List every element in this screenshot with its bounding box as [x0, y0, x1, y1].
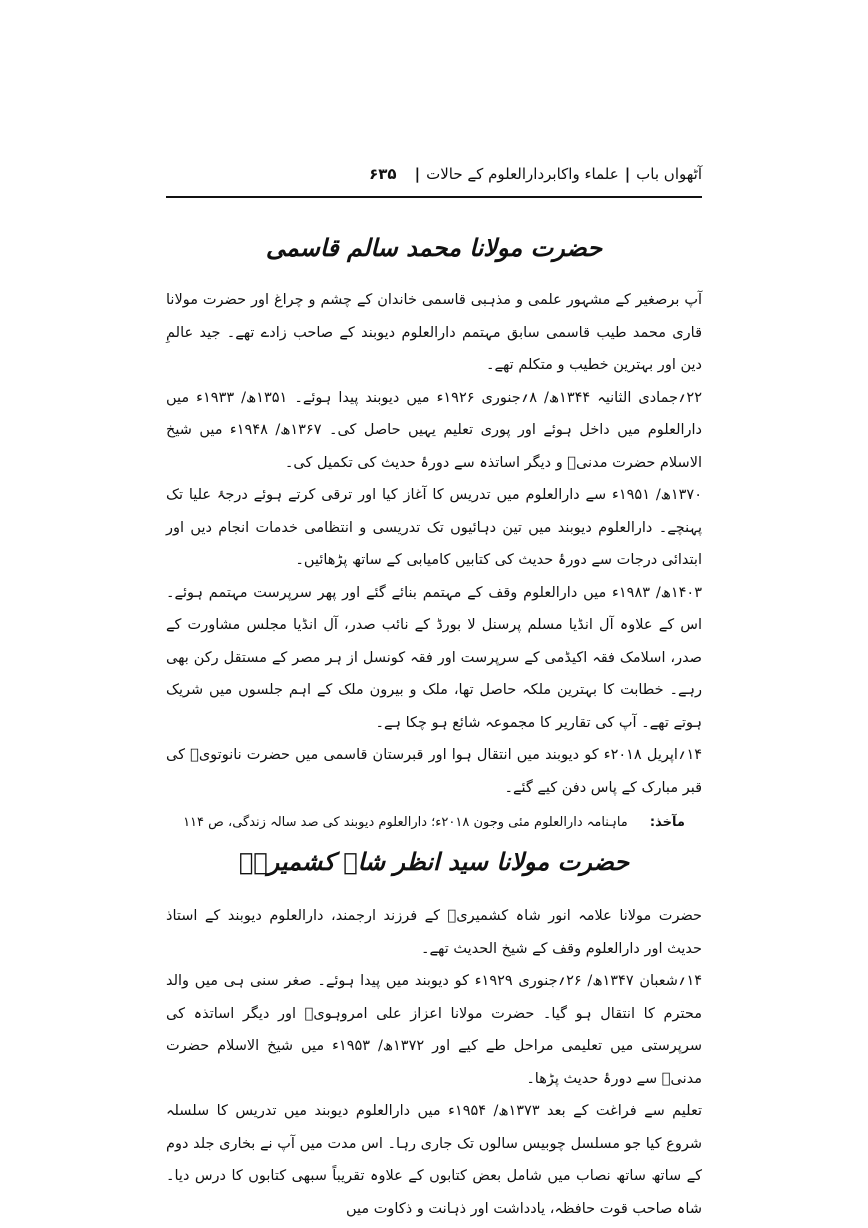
source-citation: [166, 808, 702, 838]
paragraph: ۱۴؍شعبان ۱۳۴۷ھ/ ۲۶؍جنوری ۱۹۲۹ء کو دیوبند میں پیدا ہوئے۔ صغر سنی ہی میں والد محترم کا انتقال ہو گیا۔ حضرت مولانا اعزاز علی امروہویؒ اور دیگر اساتذہ کی سرپرستی میں تعلیمی مراحل طے کیے اور ۱۳۷۲ھ/ ۱۹۵۳ء میں شیخ الاسلام حضرت مدنیؒ سے دورۂ حدیث پڑھا۔: [166, 973, 703, 1087]
section-heading: حضرت مولانا محمد سالم قاسمی: [265, 233, 603, 262]
paragraph: تعلیم سے فراغت کے بعد ۱۳۷۳ھ/ ۱۹۵۴ء میں دارالعلوم دیوبند میں تدریس کا سلسلہ شروع کیا جو مسلسل چوبیس سالوں تک جاری رہا۔ اس مدت میں آپ نے بخاری جلد دوم کے ساتھ ساتھ نصاب میں شامل بعض کتابوں کے علاوہ تقریباً سبھی کتابوں کا درس دیا۔ شاہ صاحب قوت حافظہ، یادداشت اور ذہانت و ذکاوت میں: [166, 1103, 702, 1217]
paragraph: ۱۳۷۰ھ/ ۱۹۵۱ء سے دارالعلوم میں تدریس کا آغاز کیا اور ترقی کرتے ہوئے درجۂ علیا تک پہنچے۔ دارالعلوم دیوبند میں تین دہائیوں تک تدریسی و انتظامی خدمات انجام دیں اور ابتدائی درجات سے دورۂ حدیث کی کتابیں کامیابی کے ساتھ پڑھائیں۔: [166, 487, 702, 568]
source-text: ماہنامہ دارالعلوم مئی وجون ۲۰۱۸ء؛ دارالعلوم دیوبند کی صد سالہ زندگی، ص ۱۱۴: [183, 815, 628, 830]
paragraph: حضرت مولانا علامہ انور شاہ کشمیریؒ کے فرزند ارجمند، دارالعلوم دیوبند کے استاذ حدیث اور دارالعلوم وقف کے شیخ الحدیث تھے۔: [166, 908, 702, 957]
header-chapter: آٹھواں باب: [636, 165, 702, 183]
source-label: مآخذ:: [649, 815, 685, 830]
paragraph: ۲۲؍جمادی الثانیہ ۱۳۴۴ھ/ ۸؍جنوری ۱۹۲۶ء میں دیوبند پیدا ہوئے۔ ۱۳۵۱ھ/ ۱۹۳۳ء میں دارالعلوم میں داخل ہوئے اور پوری تعلیم یہیں حاصل کی۔ ۱۳۶۷ھ/ ۱۹۴۸ء میں شیخ الاسلام حضرت مدنیؒ و دیگر اساتذہ سے دورۂ حدیث کی تکمیل کی۔: [166, 389, 703, 471]
header-separator: |: [414, 165, 421, 183]
page-body: [166, 214, 702, 1225]
paragraph: ۱۴۰۳ھ/ ۱۹۸۳ء میں دارالعلوم وقف کے مہتمم بنائے گئے اور پھر سرپرست مہتمم ہوئے۔ اس کے علاوہ آل انڈیا مسلم پرسنل لا بورڈ کے نائب صدر، آل انڈیا مجلس مشاورت کے صدر، اسلامک فقہ اکیڈمی کے سرپرست اور فقہ کونسل از ہر مصر کے مستقل رکن بھی رہے۔ خطابت کا بہترین ملکہ حاصل تھا، ملک و بیرون ملک کے اہم جلسوں میں شریک ہوتے تھے۔ آپ کی تقاریر کا مجموعہ شائع ہو چکا ہے۔: [166, 584, 702, 731]
header-rule: [166, 196, 702, 198]
paragraph: ۱۴؍اپریل ۲۰۱۸ء کو دیوبند میں انتقال ہوا اور قبرستان قاسمی میں حضرت نانوتویؒ کی قبر مبارک کے پاس دفن کیے گئے۔: [166, 747, 703, 796]
section-heading: حضرت مولانا سید انظر شاہ کشمیریؒ: [238, 847, 630, 876]
running-header: [166, 150, 702, 198]
page-number: ۶۳۵: [369, 165, 397, 183]
header-title: علماء واکابردارالعلوم کے حالات: [426, 165, 619, 183]
paragraph: آپ برصغیر کے مشہور علمی و مذہبی قاسمی خاندان کے چشم و چراغ اور حضرت مولانا قاری محمد طیب قاسمی سابق مہتمم دارالعلوم دیوبند کے صاحب زادے تھے۔ جید عالمِ دین اور بہترین خطیب و متکلم تھے۔: [166, 292, 702, 373]
header-separator: |: [624, 165, 631, 183]
